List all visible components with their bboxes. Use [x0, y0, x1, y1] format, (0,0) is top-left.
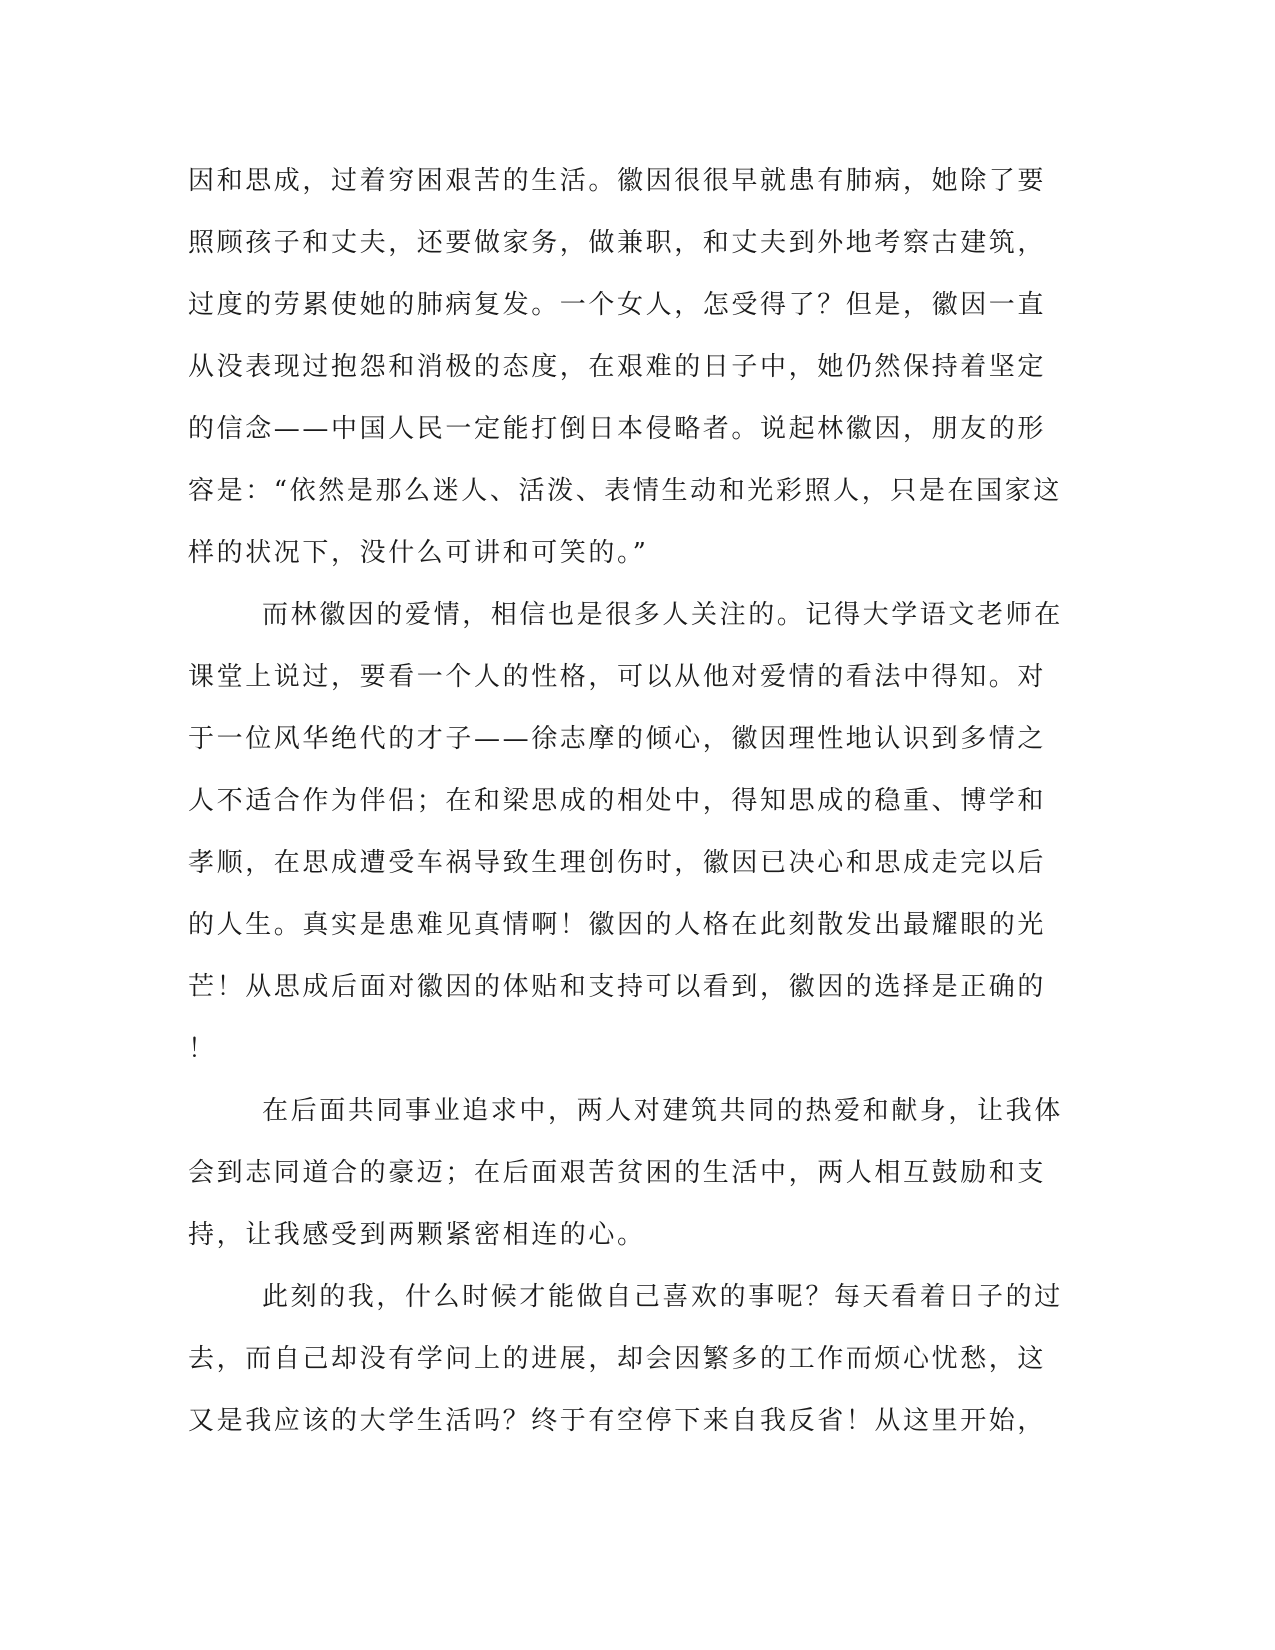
text-line: 于一位风华绝代的才子——徐志摩的倾心，徽因理性地认识到多情之: [188, 724, 1047, 754]
text-line: 此刻的我，什么时候才能做自己喜欢的事呢？每天看着日子的过: [262, 1282, 1063, 1312]
text-line: 样的状况下，没什么可讲和可笑的。”: [188, 538, 649, 568]
text-line: 持，让我感受到两颗紧密相连的心。: [188, 1220, 646, 1250]
text-line: 的人生。真实是患难见真情啊！徽因的人格在此刻散发出最耀眼的光: [188, 910, 1047, 940]
text-line: 的信念——中国人民一定能打倒日本侵略者。说起林徽因，朋友的形: [188, 414, 1047, 444]
text-line: 而林徽因的爱情，相信也是很多人关注的。记得大学语文老师在: [262, 600, 1063, 630]
text-line: 课堂上说过，要看一个人的性格，可以从他对爱情的看法中得知。对: [188, 662, 1047, 692]
text-line: ！: [188, 1034, 217, 1064]
paragraph-4: [188, 1278, 1068, 1464]
text-line: 因和思成，过着穷困艰苦的生活。徽因很很早就患有肺病，她除了要: [188, 166, 1047, 196]
text-line: 孝顺，在思成遭受车祸导致生理创伤时，徽因已决心和思成走完以后: [188, 848, 1047, 878]
text-line: 照顾孩子和丈夫，还要做家务，做兼职，和丈夫到外地考察古建筑，: [188, 228, 1047, 258]
text-line: 芒！从思成后面对徽因的体贴和支持可以看到，徽因的选择是正确的: [188, 972, 1047, 1002]
text-line: 在后面共同事业追求中，两人对建筑共同的热爱和献身，让我体: [262, 1096, 1063, 1126]
body-text: [188, 162, 1068, 1464]
paragraph-3: [188, 1092, 1068, 1278]
text-line: 过度的劳累使她的肺病复发。一个女人，怎受得了？但是，徽因一直: [188, 290, 1047, 320]
text-line: 从没表现过抱怨和消极的态度，在艰难的日子中，她仍然保持着坚定: [188, 352, 1047, 382]
text-line: 去，而自己却没有学问上的进展，却会因繁多的工作而烦心忧愁，这: [188, 1344, 1047, 1374]
text-line: 容是：“依然是那么迷人、活泼、表情生动和光彩照人，只是在国家这: [188, 476, 1062, 506]
text-line: 人不适合作为伴侣；在和梁思成的相处中，得知思成的稳重、博学和: [188, 786, 1047, 816]
paragraph-2: [188, 596, 1068, 1092]
text-line: 又是我应该的大学生活吗？终于有空停下来自我反省！从这里开始，: [188, 1406, 1047, 1436]
paragraph-1: [188, 162, 1068, 596]
text-line: 会到志同道合的豪迈；在后面艰苦贫困的生活中，两人相互鼓励和支: [188, 1158, 1047, 1188]
